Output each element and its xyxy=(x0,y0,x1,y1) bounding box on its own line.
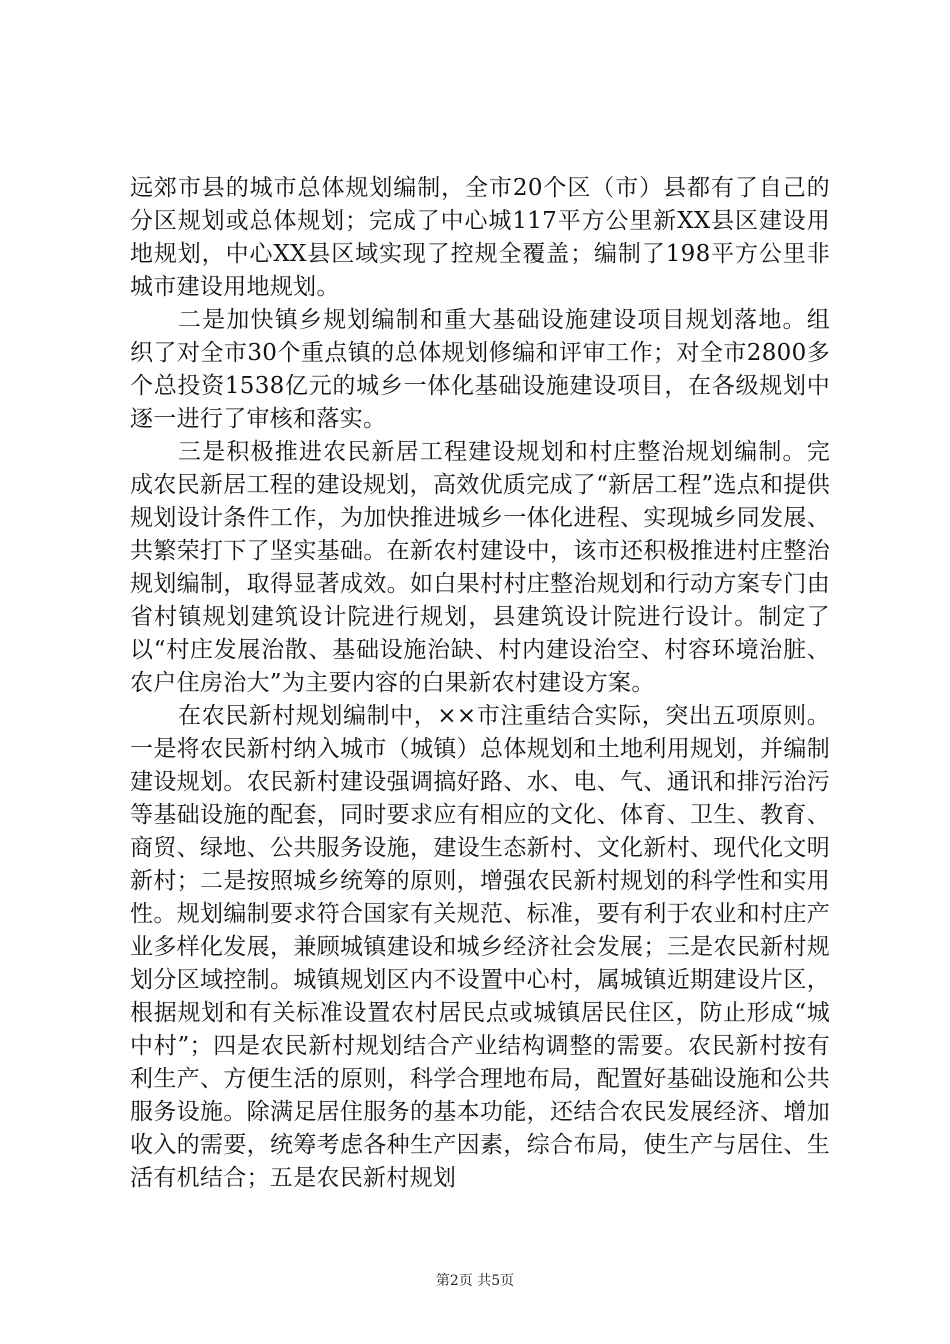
paragraph-town-planning: 二是加快镇乡规划编制和重大基础设施建设项目规划落地。组织了对全市30个重点镇的总体规划修编和评审工作；对全市2800多个总投资1538亿元的城乡一体化基础设施建设项目，在各级规划中逐一进行了审核和落实。 xyxy=(130,307,830,432)
paragraph-new-residence: 三是积极推进农民新居工程建设规划和村庄整治规划编制。完成农民新居工程的建设规划，高效优质完成了“新居工程”选点和提供规划设计条件工作，为加快推进城乡一体化进程、实现城乡同发展、共繁荣打下了坚实基础。在新农村建设中，该市还积极推进村庄整治规划编制，取得显著成效。如白果村村庄整治规划和行动方案专门由省村镇规划建筑设计院进行规划，县建筑设计院进行设计。制定了以“村庄发展治散、基础设施治缺、村内建设治空、村容环境治脏、农户住房治大”为主要内容的白果新农村建设方案。 xyxy=(130,439,830,696)
body-text xyxy=(130,172,830,1195)
paragraph-continuation: 远郊市县的城市总体规划编制，全市20个区（市）县都有了自己的分区规划或总体规划；完成了中心城117平方公里新XX县区建设用地规划，中心XX县区域实现了控规全覆盖；编制了198平方公里非城市建设用地规划。 xyxy=(130,175,830,300)
paragraph-five-principles: 在农民新村规划编制中，××市注重结合实际，突出五项原则。一是将农民新村纳入城市（城镇）总体规划和土地利用规划，并编制建设规划。农民新村建设强调搞好路、水、电、气、通讯和排污治污等基础设施的配套，同时要求应有相应的文化、体育、卫生、教育、商贸、绿地、公共服务设施，建设生态新村、文化新村、现代化文明新村；二是按照城乡统筹的原则，增强农民新村规划的科学性和实用性。规划编制要求符合国家有关规范、标准，要有利于农业和村庄产业多样化发展，兼顾城镇建设和城乡经济社会发展；三是农民新村规划分区域控制。城镇规划区内不设置中心村，属城镇近期建设片区，根据规划和有关标准设置农村居民点或城镇居民住区，防止形成“城中村”；四是农民新村规划结合产业结构调整的需要。农民新村按有利生产、方便生活的原则，科学合理地布局，配置好基础设施和公共服务设施。除满足居住服务的基本功能，还结合农民发展经济、增加收入的需要，统筹考虑各种生产因素，综合布局，使生产与居住、生活有机结合；五是农民新村规划 xyxy=(130,703,830,1191)
page-footer: 第2页 共5页 xyxy=(435,1273,515,1289)
